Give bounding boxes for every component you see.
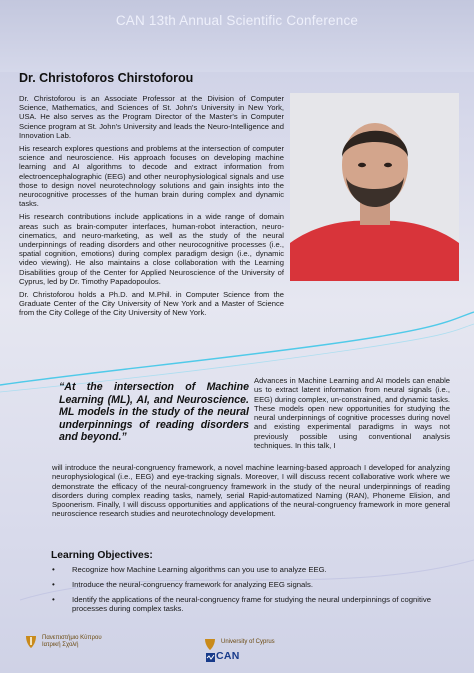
bio-paragraph: Dr. Christoforou holds a Ph.D. and M.Phil. in Computer Science from the Graduate Center of the City University of New York and a Master of Science from the City College of the City University of New York.: [19, 290, 284, 318]
bullet-icon: •: [52, 594, 55, 604]
bullet-icon: •: [52, 565, 55, 574]
learning-objectives-title: Learning Objectives:: [51, 550, 153, 561]
list-item: [52, 580, 452, 589]
objective-text: Recognize how Machine Learning algorithms can you use to analyze EEG.: [72, 565, 327, 574]
talk-abstract-intro: Advances in Machine Learning and AI models can enable us to extract latent information from neural signals (i.e., EEG) during complex, un-constrained, and dynamic tasks. These models open new opportunities for studying the neural underpinnings of cognitive processes during novel and existing experimental paradigms in ways not previously possible using conventional analysis techniques. In this talk, I: [254, 376, 450, 451]
can-wordmark: CAN: [216, 650, 240, 662]
speaker-bio: [19, 94, 284, 322]
speaker-name: Dr. Christoforos Chirstoforou: [19, 71, 194, 85]
objective-text: Introduce the neural-congruency framework for analyzing EEG signals.: [72, 579, 313, 589]
talk-abstract-body: will introduce the neural-congruency framework, a novel machine learning-based approach I developed for analyzing neurophysiological (i.e., EEG) and eye-tracking signals. Moreover, I will discuss recent collaborative work where we demonstrate the efficacy of the neural-congruency framework in the study of the neural underpinnings of reading disorders during complex reading tasks, namely, serial Rapid-automatized Naming (RAN), Phoneme Elision, and Spoonerism. Finally, I will discuss opportunities and applications of the neural-congruency framework in more general neuroscience research studies and neurotechnology development.: [52, 463, 450, 519]
logo-text: Πανεπιστήμιο Κύπρου: [42, 635, 102, 641]
speaker-photo: [290, 93, 459, 281]
conference-title: CAN 13th Annual Scientific Conference: [115, 13, 359, 28]
university-emblem-icon: [204, 638, 216, 652]
bio-paragraph: Dr. Christoforou is an Associate Professor at the Division of Computer Science, Mathematics, and Sciences of St. John's University in New York, USA. He also serves as the Program Director of the Master's in Computer Science program at St. John's University and leads the Neuro-Intelligence and Innovation Lab.: [19, 94, 284, 140]
list-item: [52, 595, 452, 614]
university-emblem-icon: [24, 634, 38, 650]
list-item: [52, 565, 452, 574]
learning-objectives-list: [52, 565, 452, 619]
bullet-icon: •: [52, 579, 55, 589]
brain-wave-icon: [206, 653, 215, 662]
logo-text: Ιατρική Σχολή: [42, 642, 79, 648]
bio-paragraph: His research contributions include applications in a wide range of domain areas such as brain-computer interfaces, human-robot interaction, neuro-cinematics, and neuro-marketing, as well as the study of the neural underpinnings of reading disorders and other neurocognitive processes (i.e., spatial cognition, emotions) during complex paradigm design (i.e., dynamic video viewing). He also maintains a close collaboration with the Learning Disabilities group of the Center for Applied Neuroscience of the University of Cyprus, led by Dr. Timothy Papadopoulos.: [19, 212, 284, 286]
speaker-portrait: [290, 93, 459, 281]
logo-text: University of Cyprus: [221, 639, 275, 645]
featured-quote: “At the intersection of Machine Learning (ML), AI, and Neuroscience. ML models in the study of the neural underpinnings of reading disorders and beyond.”: [59, 381, 249, 444]
bio-paragraph: His research explores questions and problems at the intersection of computer science and neuroscience. His approach focuses on developing machine learning and AI algorithms to decode and extract information from electroencephalographic (EEG) and other neurophysiological signals and use those to design novel neurotechnology solutions and gain insights into the neurocognitive processes of the human brain during complex and dynamic tasks.: [19, 144, 284, 209]
objective-text: Identify the applications of the neural-congruency frame for studying the neural underpinnings of cognitive processes during complex tasks.: [72, 594, 431, 614]
